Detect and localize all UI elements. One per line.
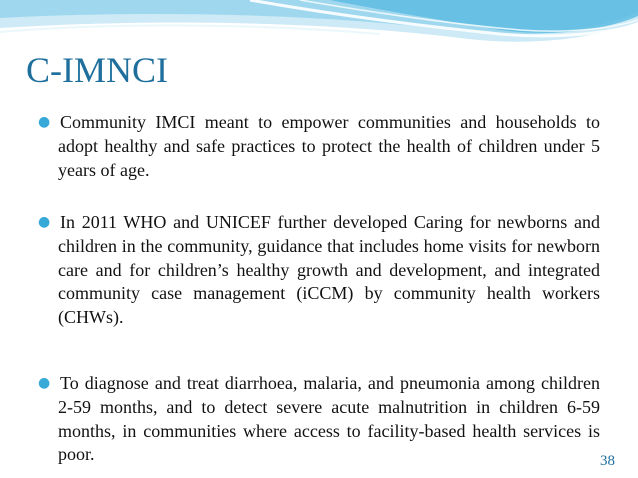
bullet-text: In 2011 WHO and UNICEF further developed Caring for newborns and children in the community, guidance that includes home visits for newborn care and for children’s healthy growth and development, and integrated community case management (iCCM) by community health workers (CHWs). [58, 212, 600, 328]
bullet-text: Community IMCI meant to empower communities and households to adopt healthy and safe practices to protect the health of children under 5 years of age. [58, 112, 600, 180]
bullet-marker-icon: ● [38, 375, 51, 391]
page-number: 38 [600, 453, 615, 469]
bullet-text: To diagnose and treat diarrhoea, malaria, and pneumonia among children 2-59 months, and to detect severe acute malnutrition in children 6-59 months, in communities where access to facility-based health services is poor. [58, 373, 600, 465]
bullet-marker-icon: ● [38, 114, 51, 130]
slide-title: C-IMNCI [26, 50, 168, 90]
bullet-marker-icon: ● [38, 214, 51, 230]
